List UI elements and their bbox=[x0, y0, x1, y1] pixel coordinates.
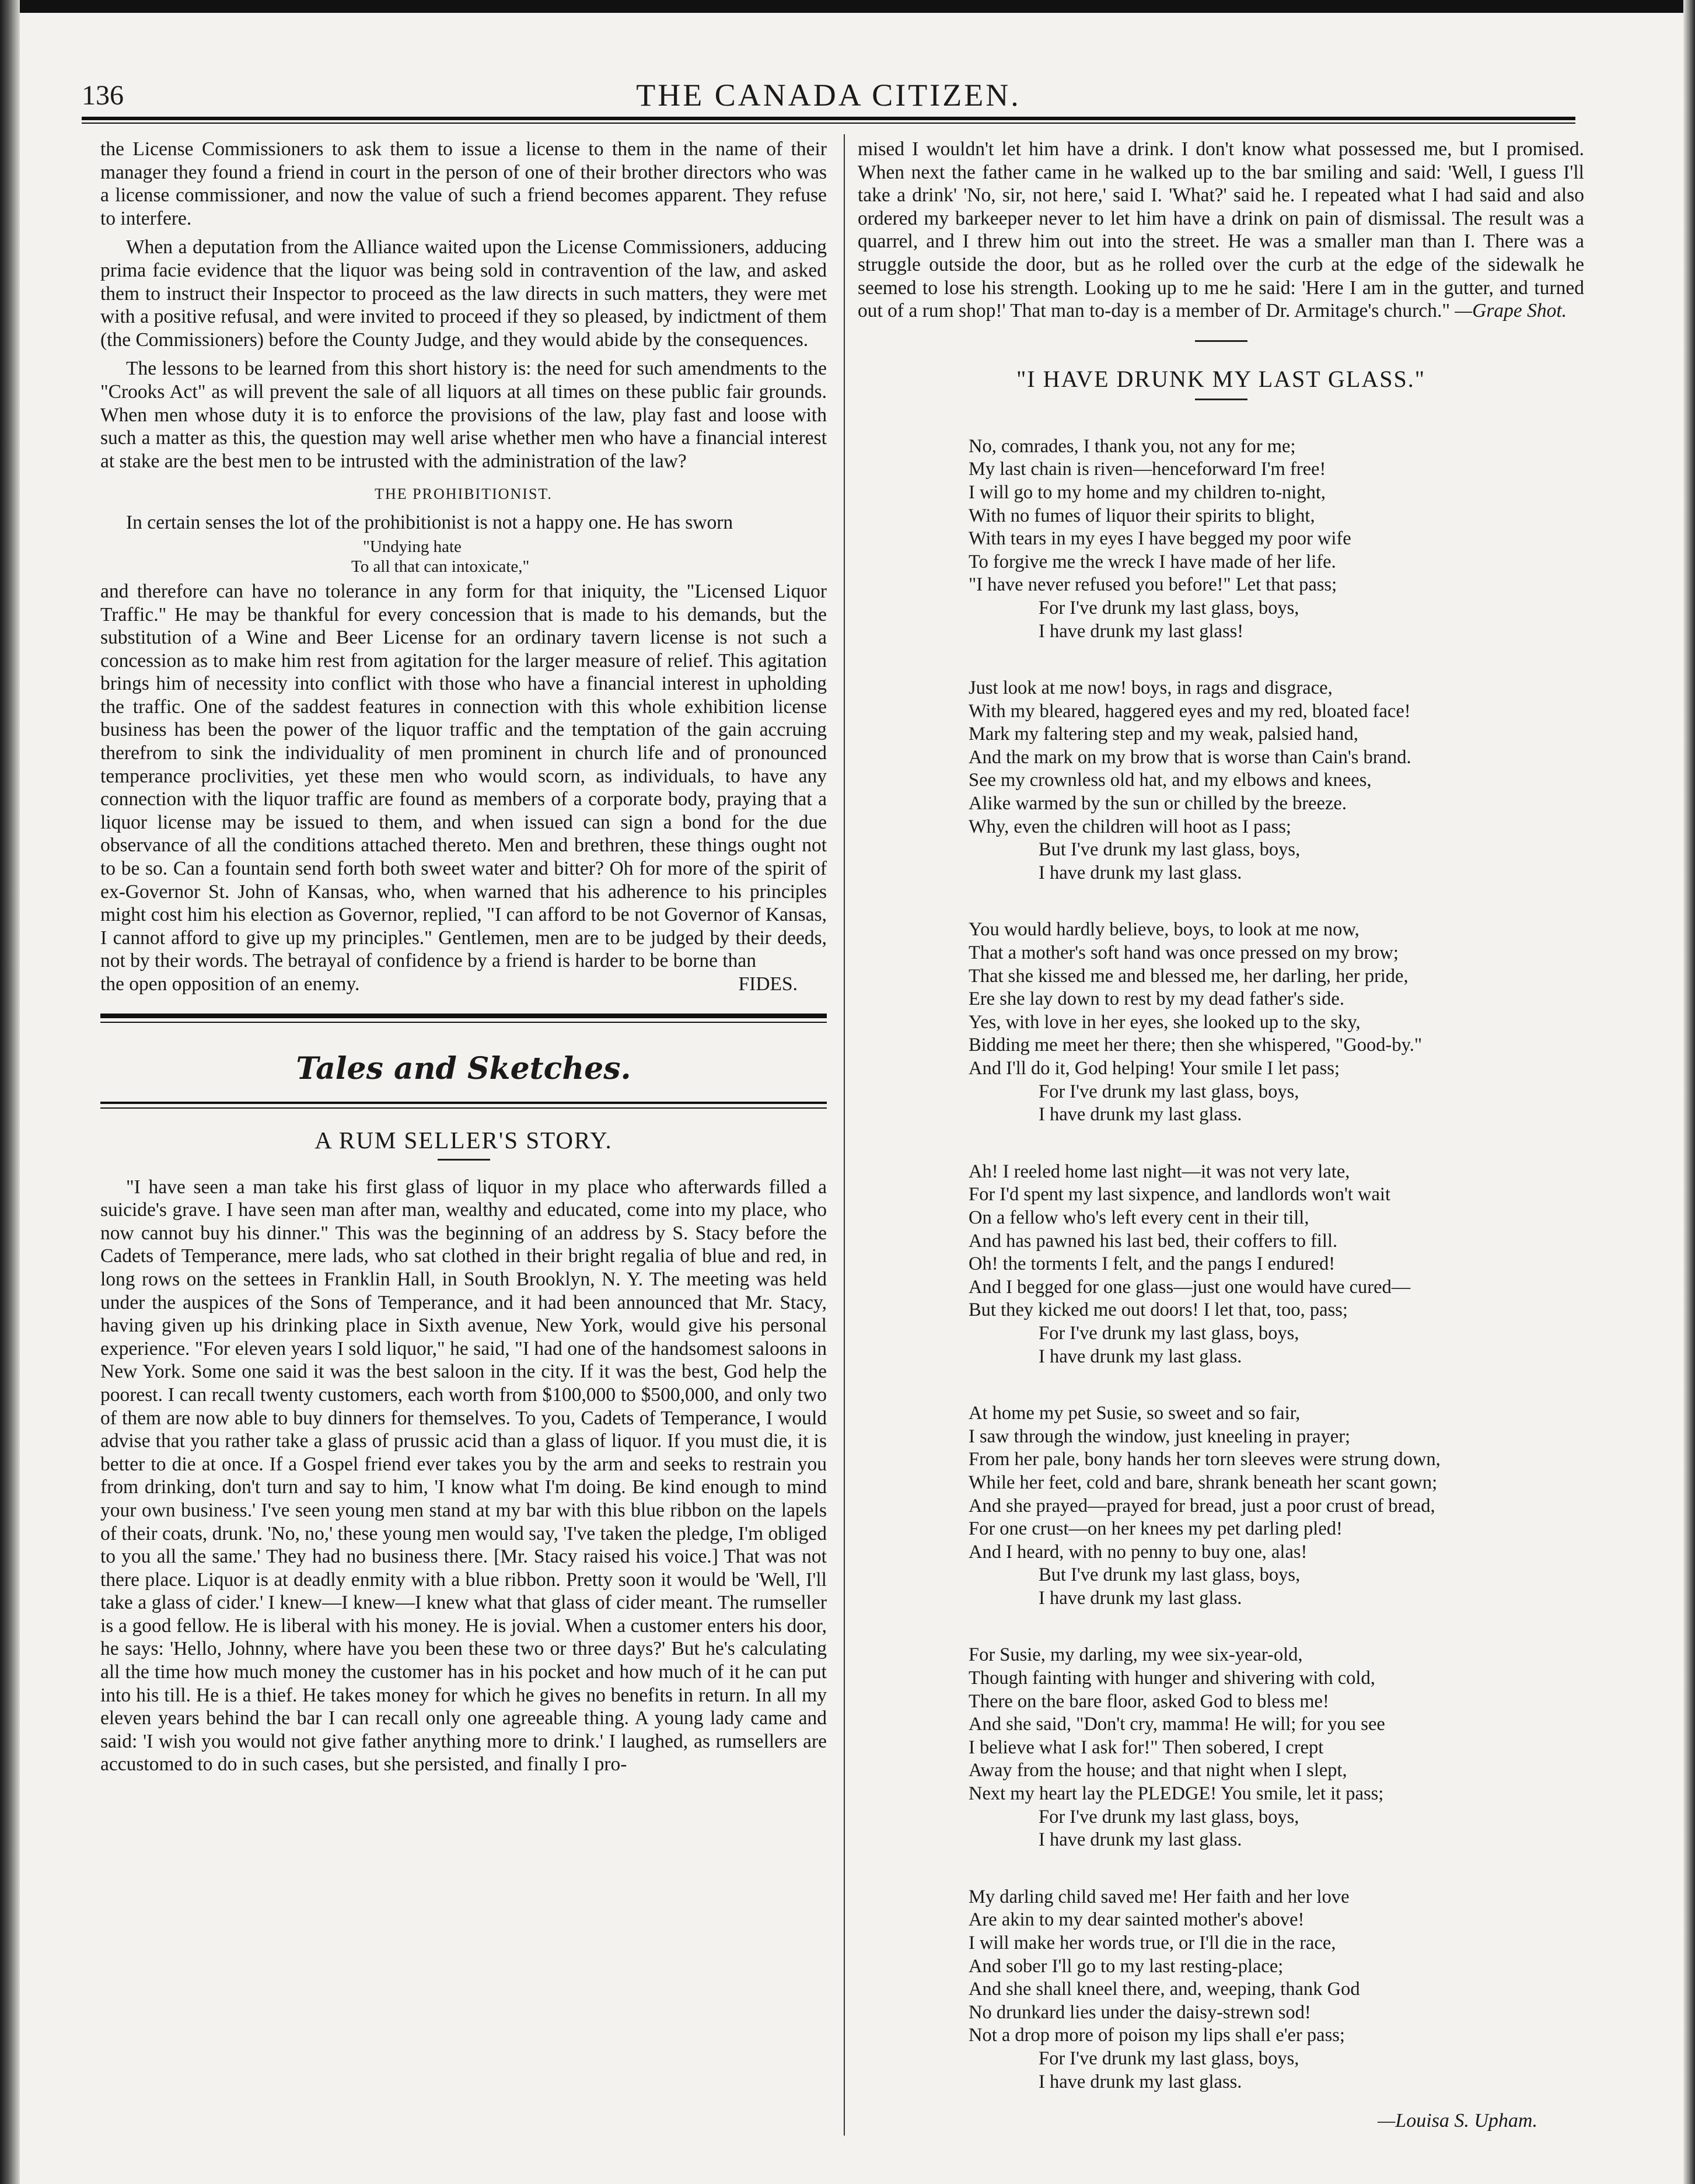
poem-line: Why, even the children will hoot as I pass; bbox=[969, 816, 1291, 837]
poem-line: You would hardly believe, boys, to look at me now, bbox=[969, 919, 1360, 941]
poem-title: "I HAVE DRUNK MY LAST GLASS." bbox=[1016, 365, 1426, 392]
poem-line: Mark my faltering step and my weak, palsied hand, bbox=[969, 724, 1358, 745]
poem-line: And she said, "Don't cry, mamma! He will; for you see bbox=[969, 1714, 1385, 1735]
stanza bbox=[858, 1886, 1584, 2094]
scan-right-edge bbox=[1683, 0, 1695, 2184]
poem-line: Though fainting with hunger and shivering with cold, bbox=[969, 1668, 1375, 1689]
refrain-line: For I've drunk my last glass, boys, bbox=[1039, 2047, 1299, 2069]
refrain-line: For I've drunk my last glass, boys, bbox=[1039, 597, 1299, 618]
section-rule bbox=[100, 1102, 827, 1109]
stanza bbox=[858, 1161, 1584, 1368]
left-column bbox=[100, 138, 827, 1782]
poem-line: On a fellow who's left every cent in their till, bbox=[969, 1207, 1309, 1228]
paragraph: the License Commissioners to ask them to issue a license to them in the name of their manager they found a friend in court in the person of one of their brother directors who was a license commissioner, and now the value of such a friend becomes apparent. They refuse to interfere. bbox=[100, 138, 827, 229]
refrain-line: I have drunk my last glass. bbox=[1039, 2071, 1242, 2092]
header-rule bbox=[82, 117, 1575, 124]
poem-line: Ere she lay down to rest by my dead father's side. bbox=[969, 988, 1344, 1010]
poem-line: And she prayed—prayed for bread, just a poor crust of bread, bbox=[969, 1495, 1435, 1516]
refrain-line: For I've drunk my last glass, boys, bbox=[1039, 1322, 1299, 1344]
refrain-line: I have drunk my last glass! bbox=[1039, 620, 1244, 642]
refrain-line: I have drunk my last glass. bbox=[1039, 1829, 1242, 1851]
section-heading: Tales and Sketches. bbox=[296, 1050, 631, 1086]
poem-line: And I'll do it, God helping! Your smile I let pass; bbox=[969, 1058, 1340, 1079]
title-rule bbox=[1195, 399, 1247, 400]
poem-line: For I'd spent my last sixpence, and landlords won't wait bbox=[969, 1184, 1390, 1205]
poem-author: —Louisa S. Upham. bbox=[1378, 2110, 1537, 2132]
paragraph: and therefore can have no tolerance in any form for that iniquity, the "Licensed Liquor Traffic." He may be thankful for every concession that is made to his demands, but the substitution of a Wine and Beer License for an ordinary tavern license is not such a concession as to make him rest from agitation for the larger measure of relief. This agitation brings him of necessity into conflict with those who have a financial interest in upholding the traffic. One of the saddest features in connection with this whole exhibition license business has been the power of the liquor traffic and the temptation of the gain accruing therefrom to sink the individuality of men prominent in church life and of pronounced temperance proclivities, yet these men who would scorn, as individuals, to have any connection with the liquor traffic are found as members of a corporate body, praying that a liquor license may be issued to them, and when issued can sign a bond for the due observance of all the conditions attached thereto. Men and brethren, these things ought not to be so. Can a fountain send forth both sweet water and bitter? Oh for more of the spirit of ex-Governor St. John of Kansas, who, when warned that his adherence to his principles might cost him his election as Governor, replied, "I can afford to be not Governor of Kansas, I cannot afford to give up my principles." Gentlemen, men are to be judged by their deeds, not by their words. The betrayal of confidence by a friend is harder to be borne than bbox=[100, 580, 827, 972]
poem-line: See my crownless old hat, and my elbows and knees, bbox=[969, 770, 1372, 791]
poem-line: I believe what I ask for!" Then sobered, I crept bbox=[969, 1736, 1324, 1758]
paragraph: In certain senses the lot of the prohibitionist is not a happy one. He has sworn bbox=[126, 512, 733, 534]
subheading: THE PROHIBITIONIST. bbox=[375, 485, 553, 503]
refrain-line: I have drunk my last glass. bbox=[1039, 1346, 1242, 1367]
publication-title: THE CANADA CITIZEN. bbox=[636, 78, 1021, 113]
stanza bbox=[858, 918, 1584, 1126]
page-header bbox=[82, 75, 1575, 116]
paragraph bbox=[858, 138, 1584, 323]
story-continued: mised I wouldn't let him have a drink. I don't know what possessed me, but I promised. When next the father came in he walked up to the bar smiling and said: 'Well, I guess I'll take a drink' 'No, sir, not here,' said I. 'What?' said he. I repeated what I had said and also ordered my barkeeper never to let him have a drink on pain of dismissal. The result was a quarrel, and I threw him out into the street. He was a smaller man than I. There was a struggle outside the door, but as he rolled over the curb at the edge of the sidewalk he seemed to lose his strength. Looking up to me he said: 'Here I am in the gutter, and turned out of a rum shop!' That man to-day is a member of Dr. Armitage's church." bbox=[858, 138, 1584, 322]
poem-line: Are akin to my dear sainted mother's above! bbox=[969, 1909, 1305, 1931]
poem-line: For Susie, my darling, my wee six-year-old, bbox=[969, 1644, 1303, 1666]
poem-line: And I heard, with no penny to buy one, alas! bbox=[969, 1541, 1308, 1563]
quote-line: "Undying hate bbox=[363, 537, 462, 556]
poem-line: No drunkard lies under the daisy-strewn sod! bbox=[969, 2001, 1311, 2023]
poem-line: And I begged for one glass—just one would have cured— bbox=[969, 1276, 1411, 1298]
poem-line: Next my heart lay the PLEDGE! You smile, let it pass; bbox=[969, 1783, 1384, 1805]
poem-line: Just look at me now! boys, in rags and disgrace, bbox=[969, 677, 1333, 699]
poem-line: I will make her words true, or I'll die in the race, bbox=[969, 1933, 1336, 1954]
refrain-line: I have drunk my last glass. bbox=[1039, 1587, 1242, 1609]
poem-line: For one crust—on her knees my pet darling pled! bbox=[969, 1518, 1343, 1540]
poem-line: With my bleared, haggered eyes and my red, bloated face! bbox=[969, 700, 1411, 722]
paragraph: "I have seen a man take his first glass of liquor in my place who afterwards filled a suicide's grave. I have seen man after man, wealthy and educated, come into my place, who now cannot buy his dinner." This was the beginning of an address by S. Stacy before the Cadets of Temperance, mere lads, who sat clothed in their bright regalia of blue and red, in long rows on the settees in Franklin Hall, in South Brooklyn, N. Y. The meeting was held under the auspices of the Sons of Temperance, and it had been announced that Mr. Stacy, having given up his drinking place in Sixth avenue, New York, would give his personal experience. "For eleven years I sold liquor," he said, "I had one of the handsomest saloons in New York. Some one said it was the best saloon in the city. If it was the best, God help the poorest. I can recall twenty customers, each worth from $100,000 to $500,000, and only two of them are now able to buy dinners for themselves. To you, Cadets of Temperance, I would advise that you rather take a glass of prussic acid than a glass of liquor. If you must die, it is better to die at once. If a Gospel friend ever takes you by the arm and seeks to restrain you from drinking, don't turn and say to him, 'I know what I'm doing. Be kind enough to mind your own business.' I've seen young men stand at my bar with this blue ribbon on the lapels of their coats, drunk. 'No, no,' these young men would say, 'I've taken the pledge, I'm obliged to you all the same.' They had no business there. [Mr. Stacy raised his voice.] That was not there place. Liquor is at deadly enmity with a blue ribbon. Pretty soon it would be 'Well, I'll take a glass of cider.' I knew—I knew—I knew what that glass of cider meant. The rumseller is a good fellow. He is liberal with his money. He is jovial. When a customer enters his door, he says: 'Hello, Johnny, where have you been these two or three days?' But he's calculating all the time how much money the customer has in his pocket and how much of it he can put into his till. He is a thief. He takes money for which he gives no benefits in return. In all my eleven years behind the bar I can recall only one agreeable thing. A young lady came and said: 'I wish you would not give father anything more to drink.' I laughed, as rumsellers are accustomed to do in such cases, but she persisted, and finally I pro- bbox=[100, 1176, 827, 1776]
refrain-line: I have drunk my last glass. bbox=[1039, 1104, 1242, 1126]
poem-line: My darling child saved me! Her faith and her love bbox=[969, 1886, 1350, 1907]
poem-line: From her pale, bony hands her torn sleeves were strung down, bbox=[969, 1449, 1441, 1470]
poem-line: No, comrades, I thank you, not any for me; bbox=[969, 435, 1296, 457]
section-rule bbox=[100, 1014, 827, 1023]
poem-line: Yes, with love in her eyes, she looked up to the sky, bbox=[969, 1011, 1361, 1033]
title-rule bbox=[438, 1159, 490, 1161]
poem-line: While her feet, cold and bare, shrank beneath her scant gown; bbox=[969, 1472, 1438, 1493]
quotation bbox=[351, 537, 827, 576]
poem-line: And has pawned his last bed, their coffers to fill. bbox=[969, 1230, 1338, 1252]
closing-text: the open opposition of an enemy. bbox=[100, 973, 360, 995]
poem-line: And sober I'll go to my last resting-place; bbox=[969, 1955, 1284, 1977]
page-number: 136 bbox=[82, 80, 124, 111]
column-divider bbox=[844, 134, 845, 2136]
scan-left-binding bbox=[0, 0, 20, 2184]
paragraph: The lessons to be learned from this short history is: the need for such amendments to the "Crooks Act" as will prevent the sale of all liquors at all times on these public fair grounds. When men whose duty it is to enforce the provisions of the law, play fast and loose with such a matter as this, the question may well arise whether men who have a financial interest at stake are the best men to be intrusted with the administration of the law? bbox=[100, 358, 827, 472]
paragraph: When a deputation from the Alliance waited upon the License Commissioners, adducing prima facie evidence that the liquor was being sold in contravention of the law, and asked them to instruct their Inspector to proceed as the law directs in such matters, they were met with a positive refusal, and were invited to proceed if they so pleased, by indictment of them (the Commissioners) before the County Judge, and they would abide by the consequences. bbox=[100, 236, 827, 351]
signature: FIDES. bbox=[738, 973, 798, 995]
poem-line: To forgive me the wreck I have made of her life. bbox=[969, 551, 1336, 572]
poem bbox=[858, 435, 1584, 2094]
refrain-line: But I've drunk my last glass, boys, bbox=[1039, 1564, 1301, 1586]
poem-line: Alike warmed by the sun or chilled by the breeze. bbox=[969, 793, 1347, 815]
refrain-line: But I've drunk my last glass, boys, bbox=[1039, 839, 1301, 861]
poem-line: That she kissed me and blessed me, her darling, her pride, bbox=[969, 965, 1409, 987]
story-source: —Grape Shot. bbox=[1455, 300, 1567, 322]
stanza bbox=[858, 1644, 1584, 1851]
poem-line: I will go to my home and my children to-night, bbox=[969, 481, 1326, 503]
poem-line: That a mother's soft hand was once pressed on my brow; bbox=[969, 942, 1399, 964]
poem-line: There on the bare floor, asked God to bless me! bbox=[969, 1690, 1329, 1712]
poem-line: I saw through the window, just kneeling in prayer; bbox=[969, 1425, 1351, 1447]
refrain-line: I have drunk my last glass. bbox=[1039, 862, 1242, 883]
poem-line: Away from the house; and that night when I slept, bbox=[969, 1760, 1347, 1781]
refrain-line: For I've drunk my last glass, boys, bbox=[1039, 1081, 1299, 1102]
poem-line: At home my pet Susie, so sweet and so fair, bbox=[969, 1403, 1301, 1424]
poem-line: Not a drop more of poison my lips shall e'er pass; bbox=[969, 2025, 1345, 2046]
poem-line: Ah! I reeled home last night—it was not very late, bbox=[969, 1161, 1350, 1182]
signature-line bbox=[100, 973, 827, 996]
poem-line: With tears in my eyes I have begged my poor wife bbox=[969, 528, 1351, 550]
poem-line: And she shall kneel there, and, weeping, thank God bbox=[969, 1979, 1360, 2000]
stanza bbox=[858, 677, 1584, 885]
stanza bbox=[858, 1402, 1584, 1610]
story-title: A RUM SELLER'S STORY. bbox=[314, 1126, 613, 1154]
quote-line: To all that can intoxicate," bbox=[351, 557, 530, 576]
stanza bbox=[858, 435, 1584, 643]
poem-line: "I have never refused you before!" Let that pass; bbox=[969, 574, 1337, 596]
scan-top-edge bbox=[0, 0, 1695, 13]
poem-line: Oh! the torments I felt, and the pangs I endured! bbox=[969, 1253, 1336, 1275]
poem-line: But they kicked me out doors! I let that, too, pass; bbox=[969, 1299, 1348, 1321]
separator-rule bbox=[1195, 340, 1247, 342]
poem-line: With no fumes of liquor their spirits to blight, bbox=[969, 505, 1315, 526]
right-column bbox=[858, 138, 1584, 2132]
poem-line: And the mark on my brow that is worse than Cain's brand. bbox=[969, 746, 1411, 768]
poem-line: Bidding me meet her there; then she whispered, "Good-by." bbox=[969, 1035, 1423, 1056]
refrain-line: For I've drunk my last glass, boys, bbox=[1039, 1806, 1299, 1827]
poem-line: My last chain is riven—henceforward I'm free! bbox=[969, 459, 1326, 480]
